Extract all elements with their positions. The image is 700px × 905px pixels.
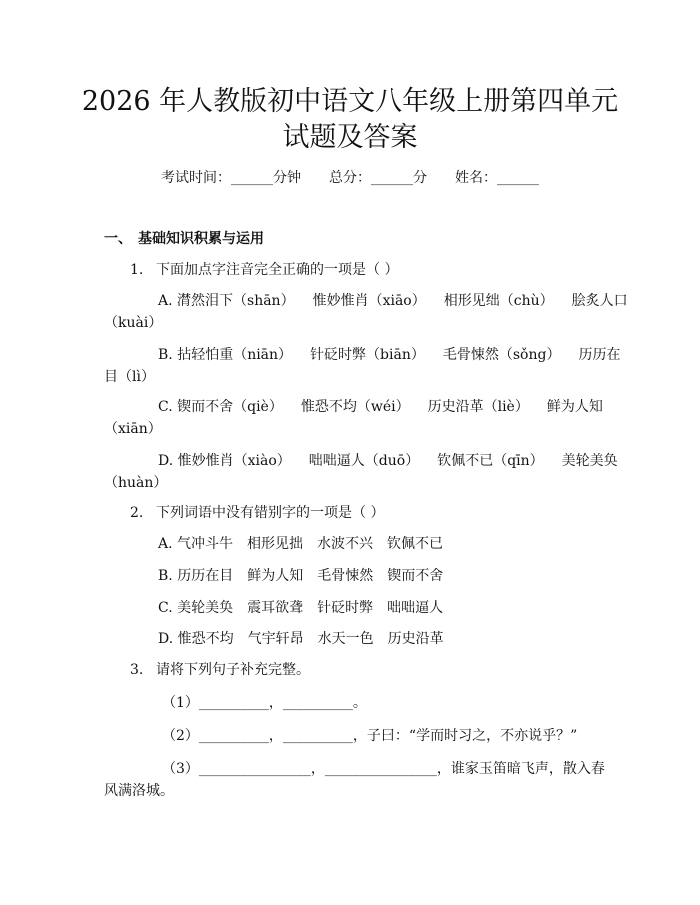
option-part: 钦佩不已（qīn） xyxy=(437,453,544,469)
exam-info xyxy=(0,166,700,190)
section-heading xyxy=(104,228,264,250)
section-number: 一、 xyxy=(104,231,132,247)
q1-option-b xyxy=(158,344,620,366)
option-part: 毛骨悚然（sǒng） xyxy=(442,347,561,363)
q3-item-1: （1）__________，__________。 xyxy=(162,695,367,711)
q1-option-c-continued: （xiān） xyxy=(104,421,162,437)
option-part: 钦佩不已 xyxy=(387,536,444,552)
option-part: 水天一色 xyxy=(317,631,374,647)
option-part: B. 历历在目 xyxy=(158,568,234,584)
option-part: 针砭时弊（biān） xyxy=(310,347,425,363)
option-part: D. 惟恐不均 xyxy=(158,631,234,647)
question-number: 1. xyxy=(130,262,144,278)
option-part: 鲜为人知 xyxy=(546,399,603,415)
option-part: 水波不兴 xyxy=(317,536,374,552)
option-part: 咄咄逼人（duō） xyxy=(308,453,420,469)
option-part: 震耳欲聋 xyxy=(247,600,304,616)
question-text: 下面加点字注音完全正确的一项是（ ） xyxy=(156,262,399,278)
q1-option-d-continued: （huàn） xyxy=(104,475,168,491)
q1-option-a-continued: （kuài） xyxy=(104,315,163,331)
option-part: C. 美轮美奂 xyxy=(158,600,234,616)
q2-option-c xyxy=(158,597,443,619)
option-part: B. 拈轻怕重（niān） xyxy=(158,347,293,363)
option-part: 咄咄逼人 xyxy=(387,600,444,616)
q1-option-d xyxy=(158,450,618,472)
option-part: A. 潸然泪下（shān） xyxy=(158,293,295,309)
q1-option-a xyxy=(158,290,628,312)
option-part: 相形见绌（chù） xyxy=(443,293,554,309)
document-subtitle: 试题及答案 xyxy=(282,122,418,153)
document-title: 2026 年人教版初中语文八年级上册第四单元 xyxy=(81,86,619,117)
option-part: 惟妙惟肖（xiāo） xyxy=(312,293,426,309)
q1-option-c xyxy=(158,396,603,418)
option-part: 脍炙人口 xyxy=(571,293,628,309)
q3-item-2: （2）__________，__________，子曰：“学而时习之，不亦说乎？” xyxy=(162,728,578,744)
option-part: 美轮美奂 xyxy=(561,453,618,469)
q1-option-b-continued: 目（lì） xyxy=(104,369,155,385)
exam-time: 考试时间：______分钟 xyxy=(161,170,301,186)
question-text: 请将下列句子补充完整。 xyxy=(156,662,310,678)
question-2 xyxy=(130,502,384,524)
q3-item-3: （3）________________，________________，谁家玉笛暗飞声，散入春 xyxy=(162,761,605,777)
option-part: 历史沿革 xyxy=(387,631,444,647)
question-text: 下列词语中没有错别字的一项是（ ） xyxy=(156,505,385,521)
option-part: 相形见拙 xyxy=(247,536,304,552)
option-part: 毛骨悚然 xyxy=(317,568,374,584)
question-number: 3. xyxy=(130,662,144,678)
option-part: 历历在 xyxy=(578,347,621,363)
q2-option-b xyxy=(158,565,443,587)
option-part: 历史沿革（liè） xyxy=(427,399,529,415)
option-part: 气宇轩昂 xyxy=(247,631,304,647)
question-1 xyxy=(130,259,398,281)
option-part: 锲而不舍 xyxy=(387,568,444,584)
question-3 xyxy=(130,659,310,681)
option-part: A. 气冲斗牛 xyxy=(158,536,234,552)
q2-option-d xyxy=(158,628,444,650)
option-part: 惟恐不均（wéi） xyxy=(300,399,410,415)
option-part: C. 锲而不舍（qiè） xyxy=(158,399,283,415)
q3-item-3-continued: 风满洛城。 xyxy=(104,783,174,799)
option-part: D. 惟妙惟肖（xiào） xyxy=(158,453,291,469)
exam-total-score: 总分：______分 xyxy=(329,170,427,186)
option-part: 鲜为人知 xyxy=(247,568,304,584)
question-number: 2. xyxy=(130,505,144,521)
q2-option-a xyxy=(158,533,443,555)
section-label: 基础知识积累与运用 xyxy=(138,231,264,247)
option-part: 针砭时弊 xyxy=(317,600,374,616)
student-name: 姓名：______ xyxy=(455,170,539,186)
